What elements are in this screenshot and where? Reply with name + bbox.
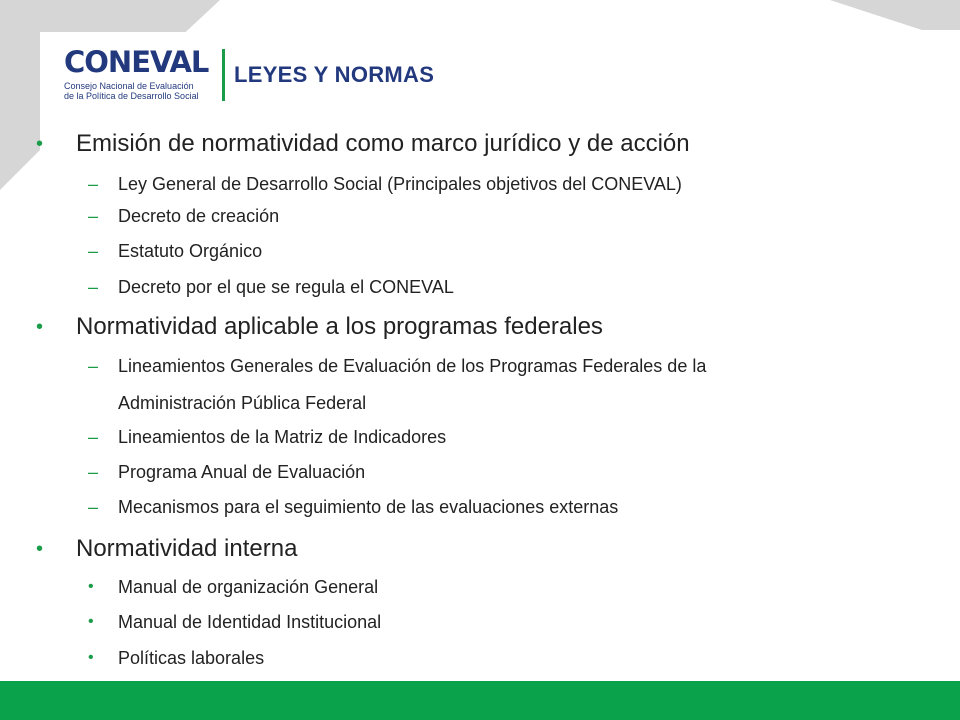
dash-icon: – <box>88 206 99 226</box>
title-divider <box>222 49 225 101</box>
bullet-icon: • <box>36 133 44 155</box>
dash-icon: – <box>88 427 99 447</box>
coneval-logo <box>56 45 209 102</box>
list-item-text: Lineamientos de la Matriz de Indicadores <box>118 427 447 447</box>
list-item-text: Decreto de creación <box>118 206 280 226</box>
list-item-text: Manual de Identidad Institucional <box>118 612 382 632</box>
slide-header <box>56 46 656 102</box>
list-item-text: Administración Pública Federal <box>118 393 367 413</box>
footer-bar <box>0 681 960 720</box>
dash-icon: – <box>88 462 99 482</box>
logo-wordmark: CONEVAL <box>64 45 209 79</box>
list-item-text: Manual de organización General <box>118 577 379 597</box>
dash-icon: – <box>88 277 99 297</box>
section-3-heading: Normatividad interna <box>76 535 298 562</box>
list-item-text: Lineamientos Generales de Evaluación de los Programas Federales de la <box>118 356 707 376</box>
section-2-heading: Normatividad aplicable a los programas federales <box>76 313 603 340</box>
list-item-text: Mecanismos para el seguimiento de las evaluaciones externas <box>118 497 619 517</box>
list-item-text: Políticas laborales <box>118 648 265 668</box>
dash-icon: – <box>88 174 99 194</box>
list-item-text: Programa Anual de Evaluación <box>118 462 366 482</box>
bullet-icon: • <box>36 538 44 560</box>
logo-subtitle-line1: Consejo Nacional de Evaluación <box>64 81 194 91</box>
bullet-icon: • <box>88 613 94 630</box>
list-item-text: Ley General de Desarrollo Social (Principales objetivos del CONEVAL) <box>118 174 682 194</box>
section-1-heading: Emisión de normatividad como marco jurídico y de acción <box>76 130 690 157</box>
logo-subtitle-line2: de la Política de Desarrollo Social <box>64 91 199 101</box>
bullet-icon: • <box>88 649 94 666</box>
dash-icon: – <box>88 356 99 376</box>
dash-icon: – <box>88 241 99 261</box>
page-title: LEYES Y NORMAS <box>234 62 435 87</box>
dash-icon: – <box>88 497 99 517</box>
bullet-icon: • <box>88 578 94 595</box>
frame-top-right-corner <box>830 0 960 30</box>
list-item-text: Decreto por el que se regula el CONEVAL <box>118 277 454 297</box>
bullet-icon: • <box>36 316 44 338</box>
list-item-text: Estatuto Orgánico <box>118 241 263 261</box>
